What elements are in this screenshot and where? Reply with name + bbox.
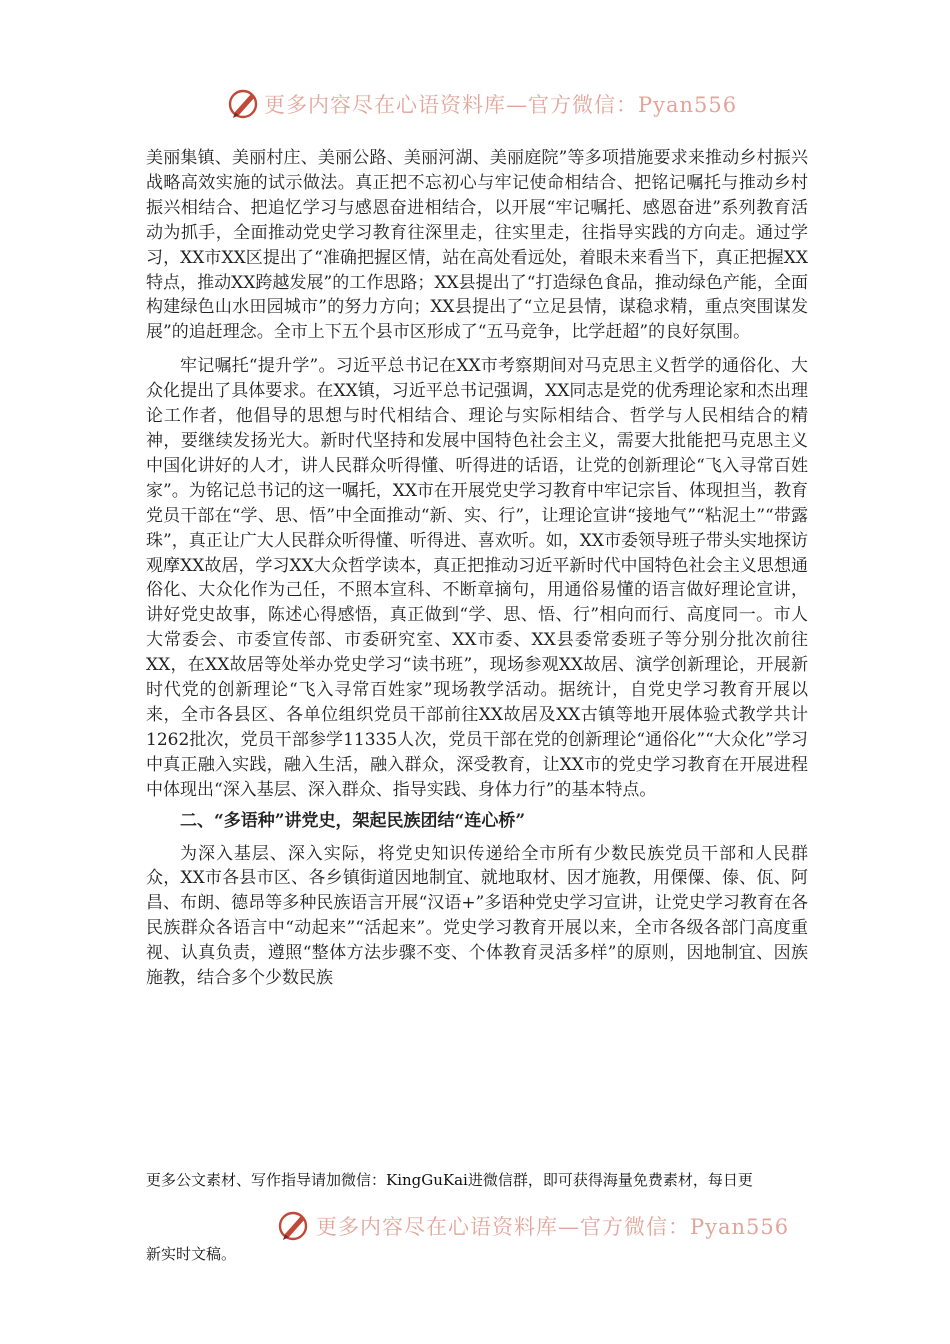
pen-logo-icon	[226, 85, 262, 121]
watermark-text: 更多内容尽在心语资料库—官方微信：Pyan556	[316, 1215, 790, 1239]
watermark-text: 更多内容尽在心语资料库—官方微信：Pyan556	[264, 93, 738, 117]
paragraph-continued: 美丽集镇、美丽村庄、美丽公路、美丽河湖、美丽庭院”等多项措施要求来推动乡村振兴战略高效实施的试示做法。真正把不忘初心与牢记使命相结合、把铭记嘱托与推动乡村振兴相结合、把追忆学习与感恩奋进相结合，以开展“牢记嘱托、感恩奋进”系列教育活动为抓手，全面推动党史学习教育往深里走，往实里走，往指导实践的方向走。通过学习，XX市XX区提出了“准确把握区情，站在高处看远处，着眼未来看当下，真正把握XX特点，推动XX跨越发展”的工作思路；XX县提出了“打造绿色食品，推动绿色产能，全面构建绿色山水田园城市”的努力方向；XX县提出了“立足县情，谋稳求精，重点突围谋发展”的追赶理念。全市上下五个县市区形成了“五马竞争，比学赶超”的良好氛围。	[146, 148, 808, 343]
section-heading: 二、“多语种”讲党史，架起民族团结“连心桥”	[180, 810, 526, 831]
paragraph: 为深入基层、深入实际，将党史知识传递给全市所有少数民族党员干部和人民群众，XX市各县市区、各乡镇街道因地制宜、就地取材、因才施教，用傈僳、傣、佤、阿昌、布朗、德昂等多种民族语言开展“汉语+”多语种党史学习宣讲，让党史学习教育在各民族群众各语言中“动起来”“活起来”。党史学习教育开展以来，全市各级各部门高度重视、认真负责，遵照“整体方法步骤不变、个体教育灵活多样”的原则，因地制宜、因族施教，结合多个少数民族	[146, 843, 808, 989]
document-body	[146, 146, 808, 991]
watermark-banner-top	[0, 85, 950, 125]
footer-promo-note-end: 新实时文稿。	[146, 1245, 237, 1263]
watermark-banner-bottom	[0, 1207, 950, 1247]
footer-promo-note: 更多公文素材、写作指导请加微信：KingGuKai进微信群，即可获得海量免费素材，每日更	[146, 1171, 753, 1189]
pen-logo-icon	[276, 1207, 312, 1243]
paragraph: 牢记嘱托“提升学”。习近平总书记在XX市考察期间对马克思主义哲学的通俗化、大众化提出了具体要求。在XX镇，习近平总书记强调，XX同志是党的优秀理论家和杰出理论工作者，他倡导的思想与时代相结合、理论与实际相结合、哲学与人民相结合的精神，要继续发扬光大。新时代坚持和发展中国特色社会主义，需要大批能把马克思主义中国化讲好的人才，讲人民群众听得懂、听得进的话语，让党的创新理论“飞入寻常百姓家”。为铭记总书记的这一嘱托，XX市在开展党史学习教育中牢记宗旨、体现担当，教育党员干部在“学、思、悟”中全面推动“新、实、行”，让理论宣讲“接地气”“粘泥土”“带露珠”，真正让广大人民群众听得懂、听得进、喜欢听。如，XX市委领导班子带头实地探访观摩XX故居，学习XX大众哲学读本，真正把推动习近平新时代中国特色社会主义思想通俗化、大众化作为己任，不照本宣科、不断章摘句，用通俗易懂的语言做好理论宣讲，讲好党史故事，陈述心得感悟，真正做到“学、思、悟、行”相向而行、高度同一。市人大常委会、市委宣传部、市委研究室、XX市委、XX县委常委班子等分别分批次前往XX，在XX故居等处举办党史学习“读书班”，现场参观XX故居、演学创新理论，开展新时代党的创新理论“飞入寻常百姓家”现场教学活动。据统计，自党史学习教育开展以来，全市各县区、各单位组织党员干部前往XX故居及XX古镇等地开展体验式教学共计1262批次，党员干部参学11335人次，党员干部在党的创新理论“通俗化”“大众化”学习中真正融入实践，融入生活，融入群众，深受教育，让XX市的党史学习教育在开展进程中体现出“深入基层、深入群众、指导实践、身体力行”的基本特点。	[146, 356, 808, 800]
